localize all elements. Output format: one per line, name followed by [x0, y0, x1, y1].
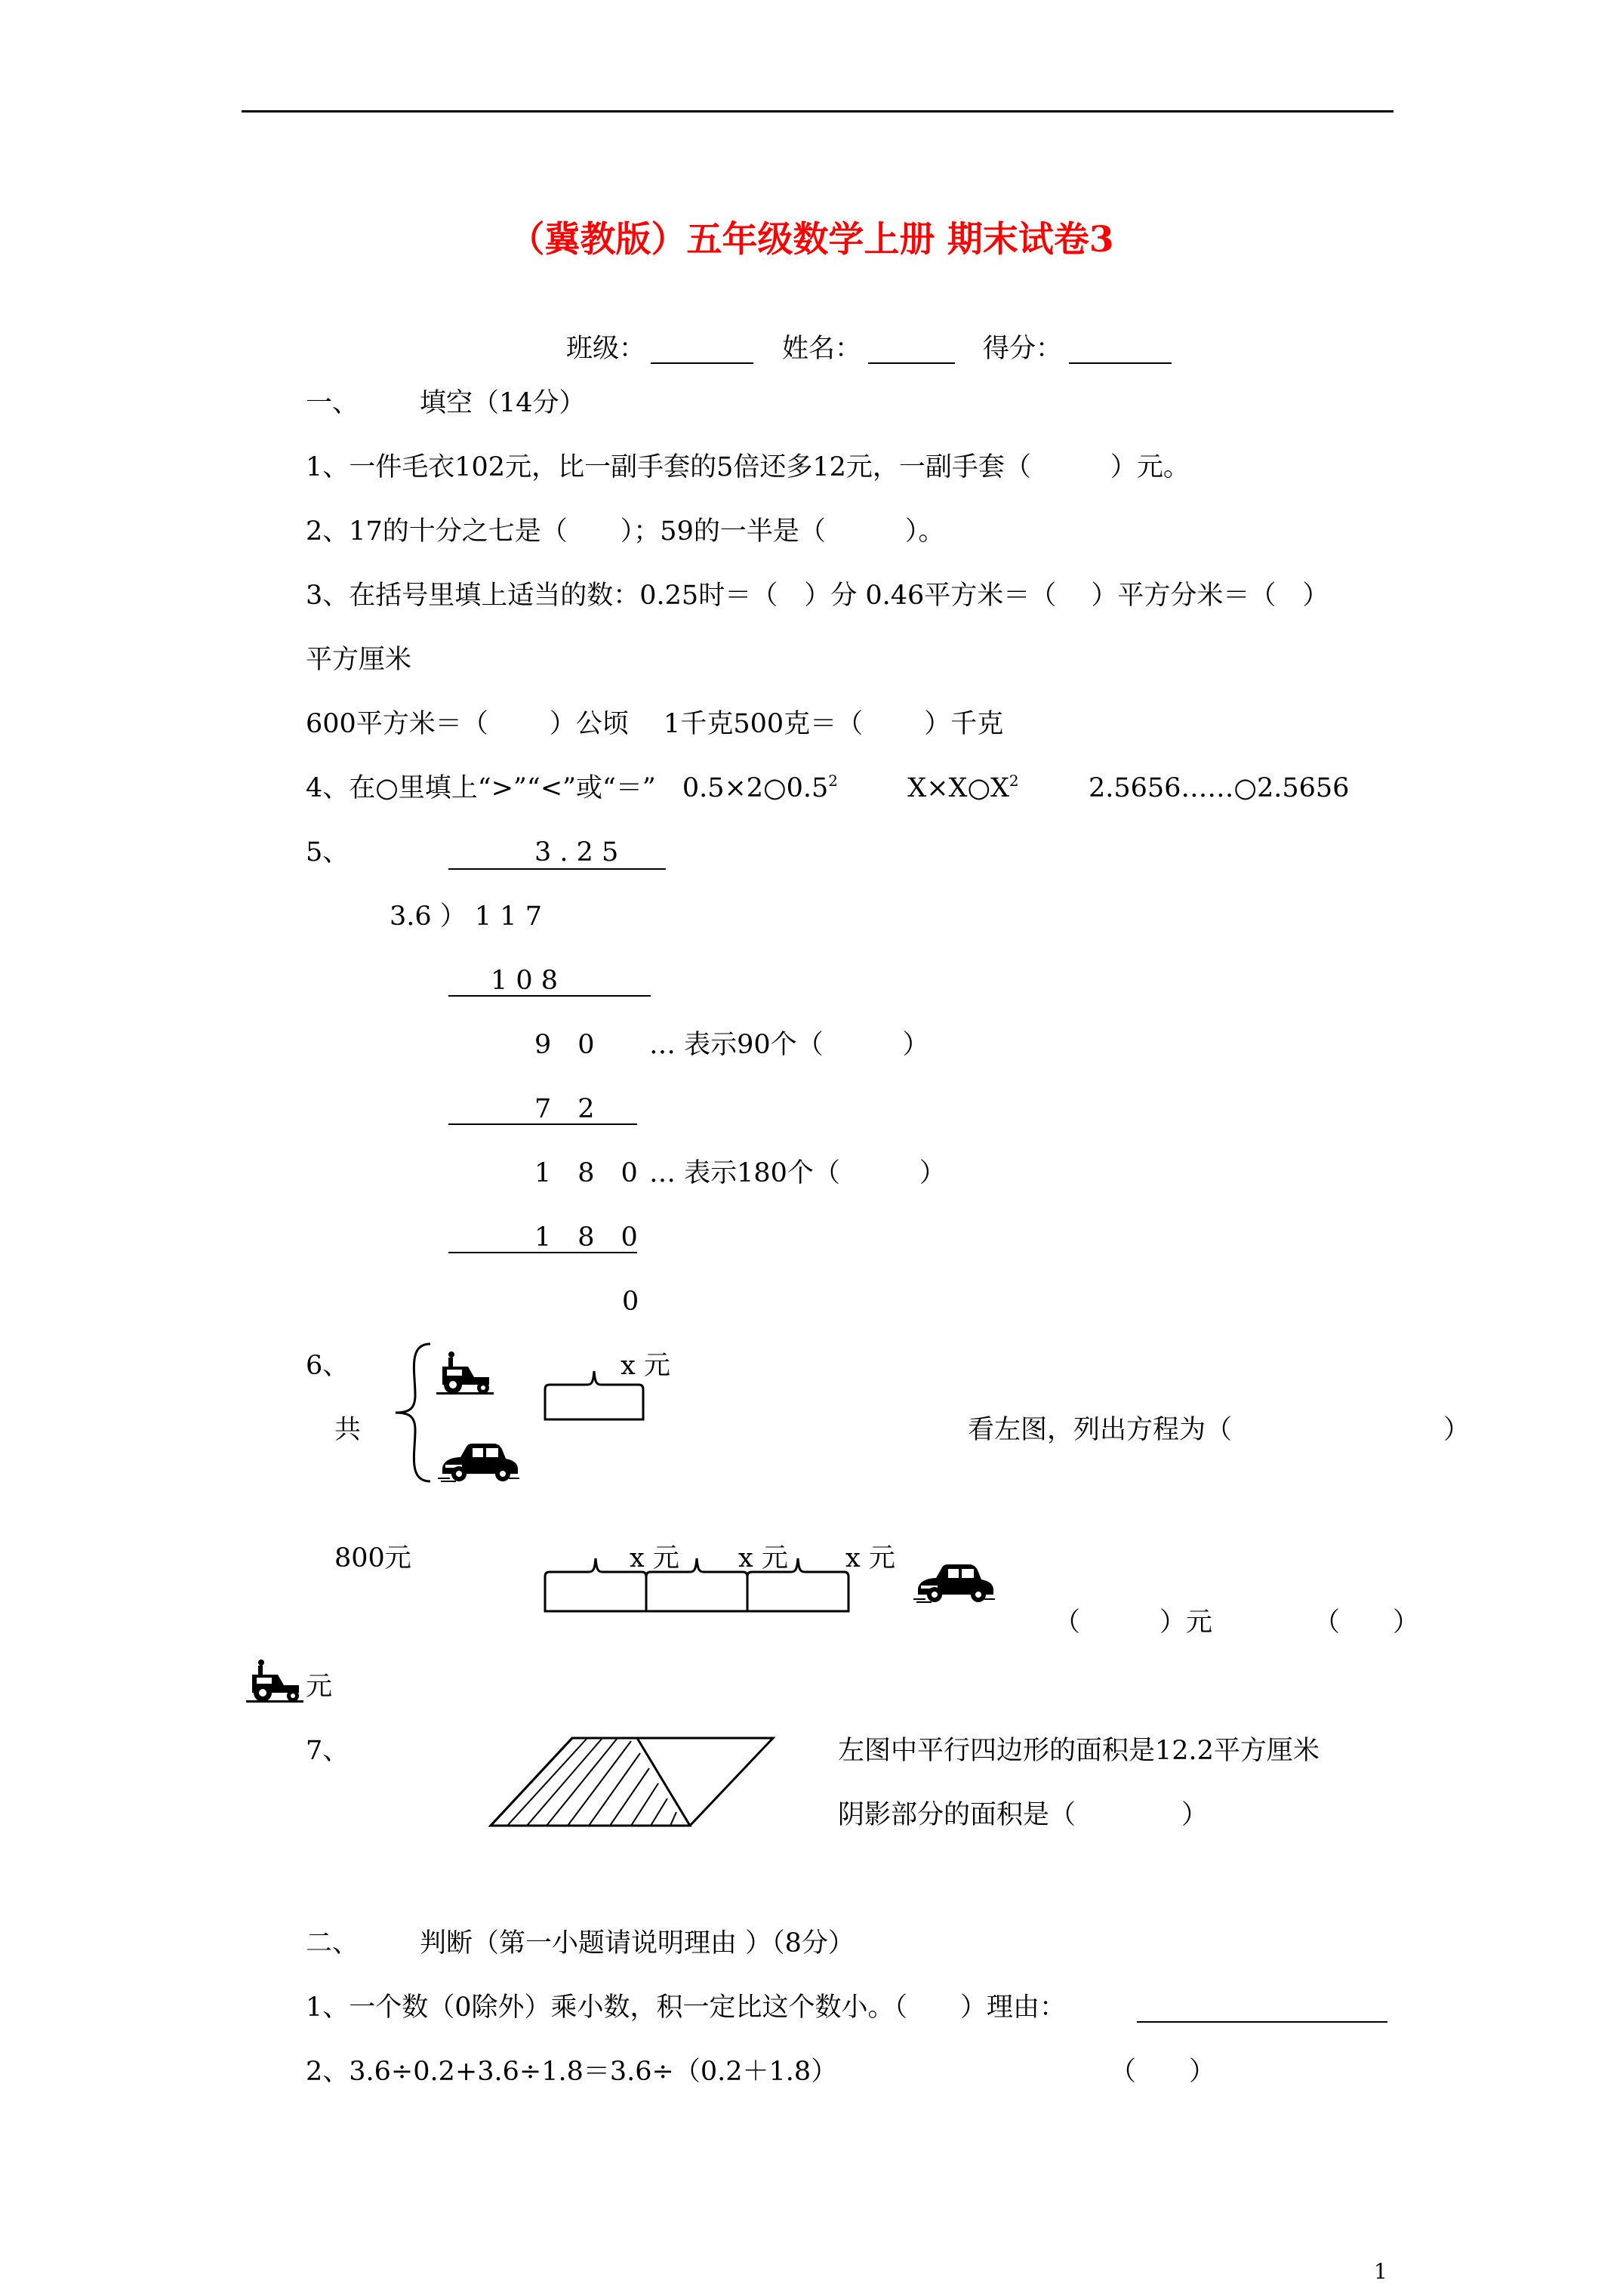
division-rule-2 — [448, 1123, 637, 1125]
division-step-4: 1 8 0 — [534, 1158, 638, 1188]
division-remainder: 0 — [622, 1287, 639, 1317]
question-1-5-number: 5、 — [306, 837, 350, 868]
question-1-6-number: 6、 — [306, 1351, 350, 1381]
tractor-answer-paren: （ ） — [1313, 1607, 1420, 1638]
tractor-x-label: x 元 — [621, 1351, 670, 1381]
question-1-4-tail: 2.5656……○2.5656 — [1088, 773, 1350, 803]
question-1-4 — [306, 772, 1349, 805]
question-2-1: 1、一个数（0除外）乘小数，积一定比这个数小。（ ）理由： — [306, 1992, 1067, 2023]
question-1-7-line1: 左图中平行四边形的面积是12.2平方厘米 — [838, 1736, 1320, 1766]
question-1-3-line3: 600平方米＝（ ）公顷 1千克500克＝（ ）千克 — [306, 709, 1004, 739]
question-1-4-exp1: 2 — [828, 772, 839, 790]
division-step-2-note: … 表示90个（ ） — [649, 1030, 929, 1060]
section2-number: 二、 — [306, 1928, 359, 1959]
parallelogram-figure — [489, 1737, 776, 1827]
class-label: 班级： — [566, 334, 646, 364]
section1-number: 一、 — [306, 388, 359, 418]
question-1-7-line2: 阴影部分的面积是（ ） — [838, 1800, 1209, 1830]
division-step-3: 7 2 — [534, 1094, 595, 1124]
car-brackets — [544, 1549, 861, 1613]
equation-prompt: 看左图，列出方程为（ ） — [968, 1415, 1471, 1445]
division-step-4-note: … 表示180个（ ） — [649, 1158, 946, 1188]
tractor-icon — [436, 1350, 494, 1395]
brace-graphic — [393, 1342, 438, 1483]
tractor-icon-bottom — [246, 1658, 303, 1703]
division-bar — [448, 868, 666, 870]
question-1-4-mid: X×X○X — [907, 773, 1009, 803]
division-divisor-dividend: 3.6 ） 1 1 7 — [390, 901, 542, 932]
total-label-gong: 共 — [334, 1415, 362, 1445]
division-rule-3 — [448, 1252, 637, 1253]
question-1-1: 1、一件毛衣102元，比一副手套的5倍还多12元，一副手套（ ）元。 — [306, 452, 1190, 482]
score-blank[interactable] — [1069, 362, 1172, 364]
question-1-3-line2: 平方厘米 — [306, 645, 412, 675]
section2-heading: 判断（第一小题请说明理由 ）（8分） — [420, 1928, 855, 1959]
name-blank[interactable] — [868, 362, 955, 364]
class-blank[interactable] — [651, 362, 753, 364]
page-number: 1 — [1374, 2259, 1387, 2284]
car-icon-right — [913, 1563, 995, 1604]
division-quotient: 3 . 2 5 — [534, 837, 619, 868]
question-1-4-main: 4、在○里填上“>”“<”或“＝” 0.5×2○0.5 — [306, 773, 829, 803]
division-step-5: 1 8 0 — [534, 1222, 638, 1253]
question-1-2: 2、17的十分之七是（ ）；59的一半是（ ）。 — [306, 516, 945, 547]
section1-heading: 填空（14分） — [420, 388, 586, 418]
total-amount: 800元 — [334, 1543, 411, 1573]
reason-blank[interactable] — [1137, 2021, 1387, 2023]
top-rule — [242, 110, 1394, 112]
tractor-yuan: 元 — [306, 1672, 333, 1702]
question-1-7-number: 7、 — [306, 1736, 350, 1766]
car-x-label-3: x 元 — [845, 1543, 895, 1573]
question-2-2: 2、3.6÷0.2+3.6÷1.8＝3.6÷（0.2＋1.8） — [306, 2057, 838, 2087]
car-answer: （ ）元 — [1054, 1607, 1213, 1638]
question-2-2-paren: （ ） — [1110, 2057, 1216, 2087]
page-title: （冀教版）五年级数学上册 期末试卷3 — [509, 219, 1114, 260]
question-1-4-exp2: 2 — [1009, 772, 1019, 790]
car-icon — [438, 1442, 519, 1483]
name-label: 姓名： — [782, 334, 862, 364]
score-label: 得分： — [983, 334, 1063, 364]
question-1-3-line1: 3、在括号里填上适当的数：0.25时＝（ ）分 0.46平方米＝（ ）平方分米＝（ ） — [306, 581, 1329, 611]
car-x-label-2: x 元 — [738, 1543, 788, 1573]
car-x-label-1: x 元 — [630, 1543, 679, 1573]
division-step-1: 1 0 8 — [491, 966, 559, 996]
division-rule-1 — [448, 995, 651, 997]
division-step-2: 9 0 — [534, 1030, 595, 1060]
